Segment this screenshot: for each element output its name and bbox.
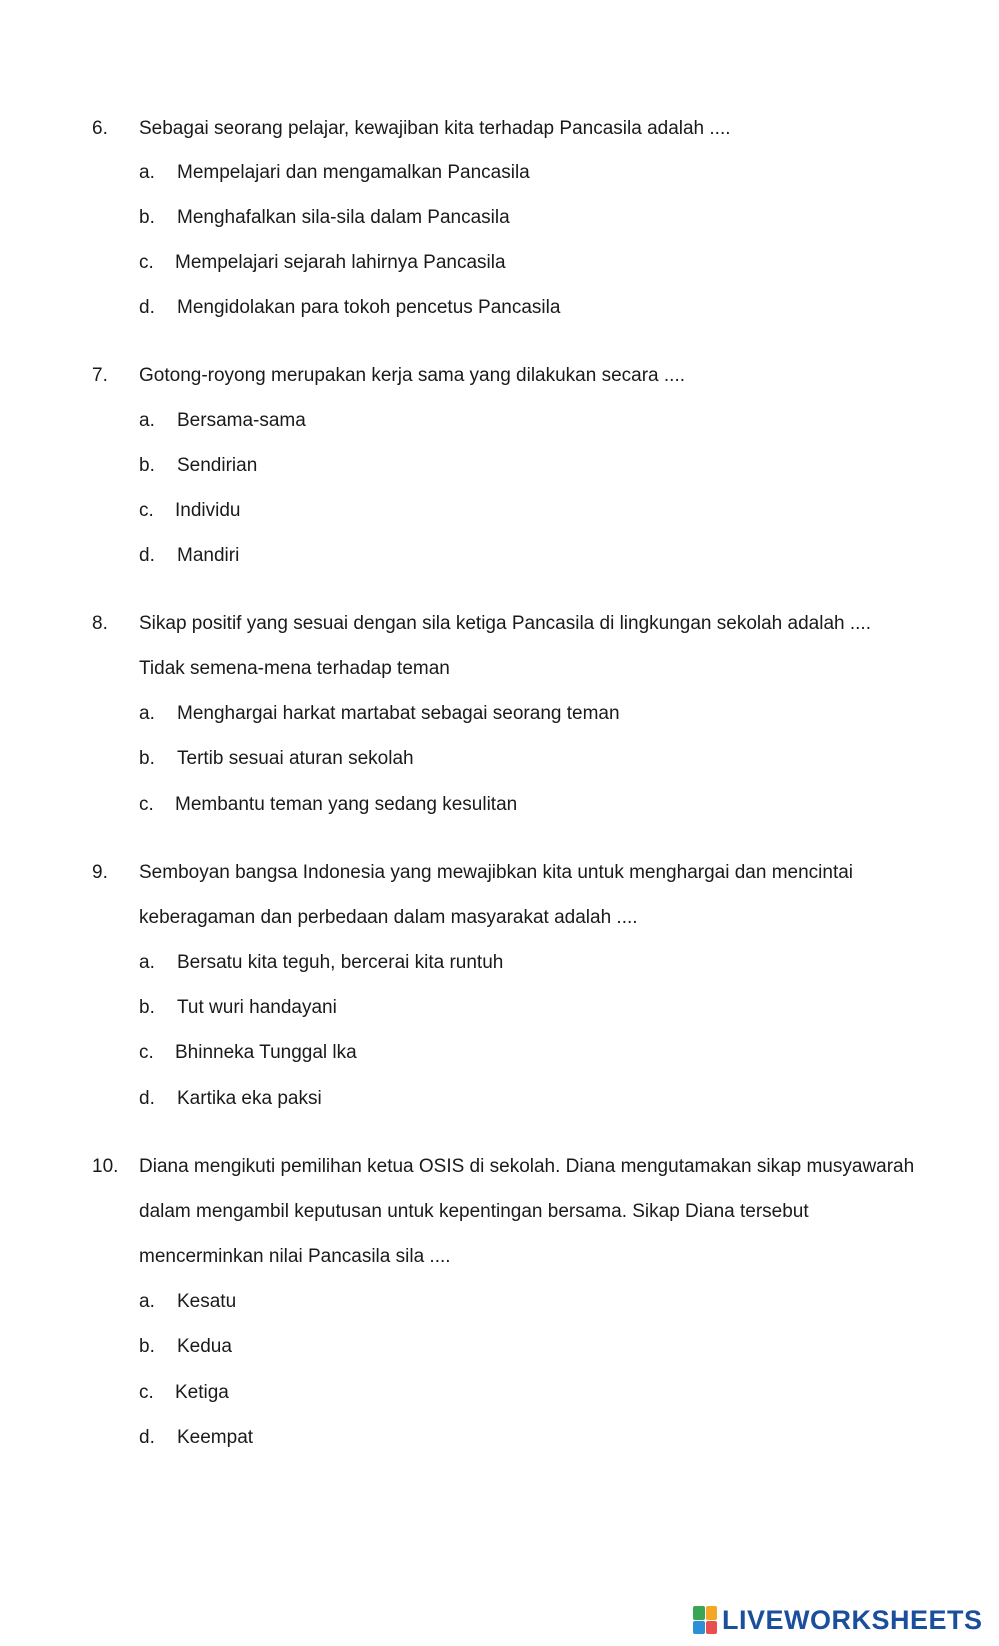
question-6-option-d-text[interactable]: Mengidolakan para tokoh pencetus Pancasila <box>177 297 561 318</box>
question-10-option-c-letter: c. <box>139 1382 154 1403</box>
question-6-option-a-letter: a. <box>139 162 155 183</box>
logo-tile-3 <box>693 1621 705 1635</box>
question-9-option-a-letter: a. <box>139 952 155 973</box>
question-7-option-b-text[interactable]: Sendirian <box>177 455 258 476</box>
question-9-option-b-letter: b. <box>139 997 155 1018</box>
question-7-option-b-letter: b. <box>139 455 155 476</box>
question-7-option-d-letter: d. <box>139 545 155 566</box>
question-9-option-d-text[interactable]: Kartika eka paksi <box>177 1088 322 1109</box>
question-7-text: Gotong-royong merupakan kerja sama yang dilakukan secara .... <box>139 365 686 386</box>
question-9-option-d-letter: d. <box>139 1088 155 1109</box>
question-8-text-line-2: Tidak semena-mena terhadap teman <box>139 658 450 679</box>
question-7-option-d-text[interactable]: Mandiri <box>177 545 240 566</box>
question-10-option-a-letter: a. <box>139 1291 155 1312</box>
question-10-option-b-letter: b. <box>139 1336 155 1357</box>
question-7-option-a-text[interactable]: Bersama-sama <box>177 410 306 431</box>
question-6-option-a-text[interactable]: Mempelajari dan mengamalkan Pancasila <box>177 162 530 183</box>
question-8-option-b-text[interactable]: Tertib sesuai aturan sekolah <box>177 748 414 769</box>
question-8-option-c-text[interactable]: Membantu teman yang sedang kesulitan <box>175 794 518 815</box>
question-6-text: Sebagai seorang pelajar, kewajiban kita terhadap Pancasila adalah .... <box>139 118 731 139</box>
question-6-option-b-text[interactable]: Menghafalkan sila-sila dalam Pancasila <box>177 207 510 228</box>
question-10-text-line-2: dalam mengambil keputusan untuk kepentingan bersama. Sikap Diana tersebut <box>139 1201 809 1222</box>
question-8-number: 8. <box>92 613 108 634</box>
question-10-option-d-letter: d. <box>139 1427 155 1448</box>
question-10-number: 10. <box>92 1156 119 1177</box>
liveworksheets-logo[interactable] <box>693 1604 983 1636</box>
question-9-number: 9. <box>92 862 108 883</box>
question-9-option-c-text[interactable]: Bhinneka Tunggal lka <box>175 1042 357 1063</box>
question-6-option-d-letter: d. <box>139 297 155 318</box>
logo-tile-4 <box>706 1621 718 1635</box>
question-10-option-a-text[interactable]: Kesatu <box>177 1291 237 1312</box>
question-6-number: 6. <box>92 118 108 139</box>
logo-tile-1 <box>693 1606 705 1620</box>
question-7-option-c-letter: c. <box>139 500 154 521</box>
question-9-text-line-1: Semboyan bangsa Indonesia yang mewajibkan kita untuk menghargai dan mencintai <box>139 862 854 883</box>
question-10-option-b-text[interactable]: Kedua <box>177 1336 232 1357</box>
question-10-option-d-text[interactable]: Keempat <box>177 1427 254 1448</box>
question-8-option-a-letter: a. <box>139 703 155 724</box>
question-7-number: 7. <box>92 365 108 386</box>
question-6-option-c-letter: c. <box>139 252 154 273</box>
question-8-option-c-letter: c. <box>139 794 154 815</box>
question-10-text-line-1: Diana mengikuti pemilihan ketua OSIS di sekolah. Diana mengutamakan sikap musyawarah <box>139 1156 915 1177</box>
question-8-text-line-1: Sikap positif yang sesuai dengan sila ketiga Pancasila di lingkungan sekolah adalah .... <box>139 613 871 634</box>
question-10-option-c-text[interactable]: Ketiga <box>175 1382 229 1403</box>
question-9-option-c-letter: c. <box>139 1042 154 1063</box>
question-7-option-c-text[interactable]: Individu <box>175 500 241 521</box>
question-8-option-a-text[interactable]: Menghargai harkat martabat sebagai seorang teman <box>177 703 620 724</box>
liveworksheets-logo-icon <box>693 1606 717 1634</box>
question-6-option-c-text[interactable]: Mempelajari sejarah lahirnya Pancasila <box>175 252 506 273</box>
question-7-option-a-letter: a. <box>139 410 155 431</box>
liveworksheets-logo-text: LIVEWORKSHEETS <box>722 1605 983 1635</box>
logo-tile-2 <box>706 1606 718 1620</box>
question-9-option-a-text[interactable]: Bersatu kita teguh, bercerai kita runtuh <box>177 952 504 973</box>
question-9-option-b-text[interactable]: Tut wuri handayani <box>177 997 337 1018</box>
question-6-option-b-letter: b. <box>139 207 155 228</box>
question-8-option-b-letter: b. <box>139 748 155 769</box>
question-9-text-line-2: keberagaman dan perbedaan dalam masyarakat adalah .... <box>139 907 638 928</box>
question-10-text-line-3: mencerminkan nilai Pancasila sila .... <box>139 1246 451 1267</box>
